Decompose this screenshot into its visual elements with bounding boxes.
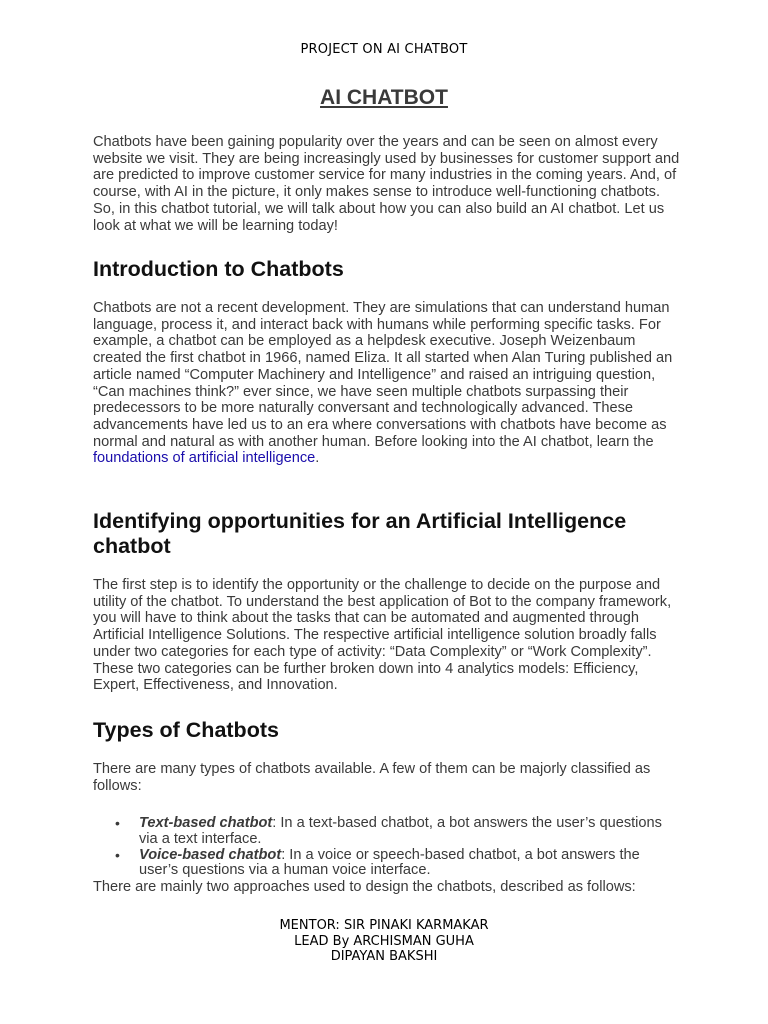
paragraph-end: .: [315, 450, 320, 467]
page-header: PROJECT ON AI CHATBOT: [300, 42, 468, 57]
item-description: : In a voice or speech-based chatbot, a bot answers the user’s questions via a human voice interface.: [139, 846, 640, 879]
section-introduction: [93, 257, 683, 467]
item-term: Text-based chatbot: [139, 815, 273, 832]
section-paragraph: [93, 300, 683, 467]
section-paragraph: The first step is to identify the opportunity or the challenge to decide on the purpose and utility of the chatbot. To understand the best application of Bot to the company framework, you will have to think about the tasks that can be automated and augmented through Artificial Intelligence Solutions. The respective artificial intelligence solution broadly falls under two categories for each type of activity: “Data Complexity” or “Work Complexity”. These two categories can be further broken down into 4 analytics models: Efficiency, Expert, Effectiveness, and Innovation.: [93, 577, 672, 694]
paragraph-text: Chatbots are not a recent development. They are simulations that can understand human language, process it, and interact back with humans while performing specific tasks. For example, a chatbot can be employed as a helpdesk executive. Joseph Weizenbaum created the first chatbot in 1966, named Eliza. It all started when Alan Turing published an article named “Computer Machinery and Intelligence” and raised an intriguing question, “Can machines think?” ever since, we have seen multiple chatbots surpassing their predecessors to be more naturally conversant and technologically advanced. These advancements have led us to an era where conversations with chatbots have become as normal and natural as with another human. Before looking into the AI chatbot, learn the: [93, 300, 673, 450]
section-opportunities: [93, 509, 683, 694]
section-heading: Introduction to Chatbots: [93, 257, 344, 281]
item-term: Voice-based chatbot: [139, 846, 282, 863]
section-paragraph: There are many types of chatbots available. A few of them can be majorly classified as follows:: [93, 761, 651, 794]
page-footer: [0, 918, 768, 965]
chatbot-types-list: [93, 816, 683, 878]
lead-line: LEAD By ARCHISMAN GUHA: [294, 933, 474, 949]
bullet-icon: •: [115, 846, 120, 863]
closing-paragraph: There are mainly two approaches used to design the chatbots, described as follows:: [93, 878, 636, 895]
intro-block: [93, 134, 683, 234]
foundations-ai-link[interactable]: foundations of artificial intelligence: [93, 450, 316, 467]
mentor-line: MENTOR: SIR PINAKI KARMAKAR: [279, 918, 489, 933]
section-heading: Types of Chatbots: [93, 718, 279, 742]
item-description: : In a text-based chatbot, a bot answers the user’s questions via a text interface.: [139, 815, 662, 847]
section-heading: Identifying opportunities for an Artificial Intelligence chatbot: [93, 509, 627, 558]
bullet-icon: •: [115, 815, 120, 832]
document-title: AI CHATBOT: [320, 86, 448, 109]
section-types: [93, 718, 683, 895]
intro-paragraph: Chatbots have been gaining popularity over the years and can be seen on almost every website we visit. They are being increasingly used by businesses for customer support and are predicted to improve customer service for many industries in the coming years. And, of course, with AI in the picture, it only makes sense to introduce well-functioning chatbots. So, in this chatbot tutorial, we will talk about how you can also build an AI chatbot. Let us look at what we will be learning today!: [93, 134, 680, 234]
list-item: [93, 848, 683, 879]
list-item: [93, 816, 683, 847]
member-line: DIPAYAN BAKSHI: [330, 949, 438, 964]
